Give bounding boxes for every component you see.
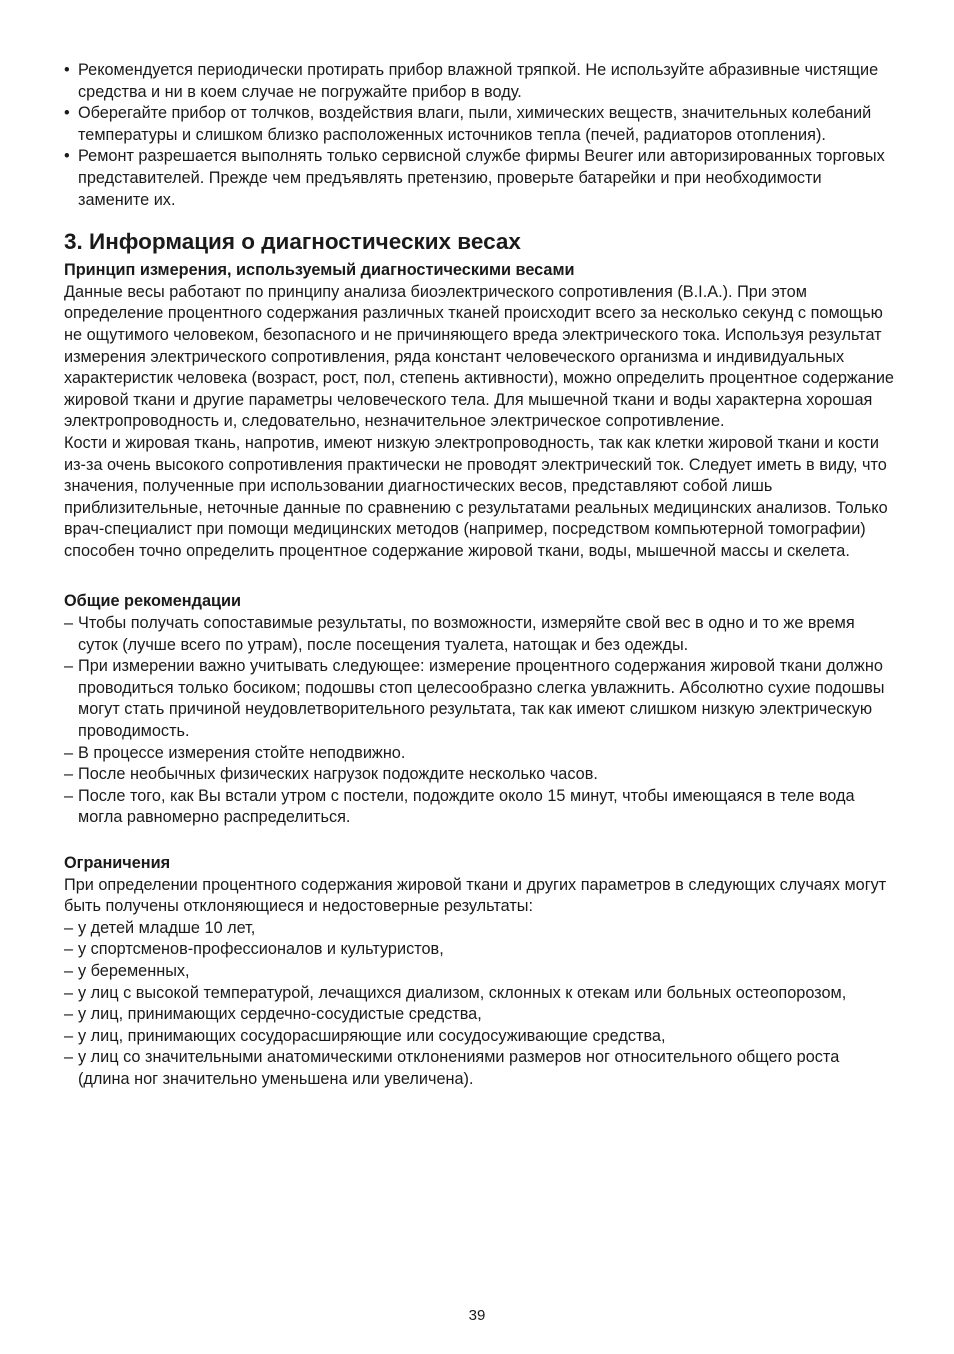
bullet-mark: • bbox=[64, 104, 70, 123]
list-item-text: у детей младше 10 лет, bbox=[78, 918, 256, 937]
list-item-text: Ремонт разрешается выполнять только сервисной службе фирмы Beurer или авторизированных торговых представителей. Прежде чем предъявлять претензию, проверьте батарейки и при необходимости замените их. bbox=[78, 147, 885, 209]
maintenance-bullet-list bbox=[64, 60, 894, 211]
principle-paragraph-2: Кости и жировая ткань, напротив, имеют низкую электропроводность, так как клетки жировой ткани и кости из-за очень высокого сопротивления практически не проводят электрический ток. Следует иметь в виду, что значения, полученные при использовании диагностических весов, представляют собой лишь приблизительные, неточные данные по сравнению с результатами реальных медицинских анализов. Только врач-специалист при помощи медицинских методов (например, посредством компьютерной томографии) способен точно определить процентное содержание жировой ткани, воды, мышечной массы и скелета. bbox=[64, 433, 888, 560]
list-item bbox=[64, 146, 894, 211]
list-item bbox=[64, 918, 894, 940]
principle-paragraph-1: Данные весы работают по принципу анализа биоэлектрического сопротивления (B.I.A.). При этом определение процентного содержания различных тканей происходит всего за несколько секунд с помощью не ощутимого человеком, безопасного и не причиняющего вреда электрического тока. Используя результат измерения электрического сопротивления, ряда констант человеческого организма и индивидуальных характеристик человека (возраст, рост, пол, степень активности), можно определить процентное содержание жировой ткани и другие параметры человеческого тела. Для мышечной ткани и воды характерна хорошая электропроводность и, следовательно, незначительное электрическое сопротивление. bbox=[64, 282, 894, 431]
dash-mark: – bbox=[64, 1026, 74, 1045]
page-number: 39 bbox=[468, 1307, 486, 1324]
list-item-text: у беременных, bbox=[78, 961, 190, 980]
list-item bbox=[64, 1047, 894, 1090]
document-page bbox=[64, 60, 894, 1091]
spacer bbox=[64, 829, 894, 853]
list-item-text: Чтобы получать сопоставимые результаты, по возможности, измеряйте свой вес в одно и то же время суток (лучше всего по утрам), после посещения туалета, натощак и без одежды. bbox=[78, 614, 855, 654]
list-item-text: Рекомендуется периодически протирать прибор влажной тряпкой. Не используйте абразивные чистящие средства и ни в коем случае не погружайте прибор в воду. bbox=[78, 61, 879, 101]
dash-mark: – bbox=[64, 961, 74, 980]
list-item-text: В процессе измерения стойте неподвижно. bbox=[78, 743, 406, 762]
dash-mark: – bbox=[64, 786, 74, 805]
list-item bbox=[64, 60, 894, 103]
list-item-text: у спортсменов-профессионалов и культуристов, bbox=[78, 940, 444, 959]
bullet-mark: • bbox=[64, 61, 70, 79]
general-heading: Общие рекомендации bbox=[64, 592, 242, 611]
list-item-text: После необычных физических нагрузок подождите несколько часов. bbox=[78, 765, 598, 784]
list-item bbox=[64, 613, 894, 656]
dash-mark: – bbox=[64, 657, 74, 676]
list-item-text: у лиц со значительными анатомическими отклонениями размеров ног относительного общего роста (длина ног значительно уменьшена или увеличена). bbox=[78, 1048, 840, 1088]
list-item-text: При измерении важно учитывать следующее: измерение процентного содержания жировой ткани должно проводиться только босиком; подошвы стоп целесообразно слегка увлажнить. Абсолютно сухие подошвы могут стать причиной неудовлетворительного результата, так как имеют слишком низкую электрическую проводимость. bbox=[78, 657, 885, 741]
dash-mark: – bbox=[64, 614, 74, 633]
list-item bbox=[64, 743, 894, 765]
list-item-text: у лиц, принимающих сердечно-сосудистые средства, bbox=[78, 1005, 482, 1024]
list-item bbox=[64, 764, 894, 786]
dash-mark: – bbox=[64, 940, 74, 959]
list-item bbox=[64, 961, 894, 983]
dash-mark: – bbox=[64, 918, 74, 937]
dash-mark: – bbox=[64, 1048, 74, 1067]
bullet-mark: • bbox=[64, 147, 70, 166]
limits-intro: При определении процентного содержания жировой ткани и других параметров в следующих случаях могут быть получены отклоняющиеся и недостоверные результаты: bbox=[64, 875, 887, 916]
list-item-text: у лиц, принимающих сосудорасширяющие или сосудосуживающие средства, bbox=[78, 1026, 666, 1045]
dash-mark: – bbox=[64, 983, 74, 1002]
section-title: 3. Информация о диагностических весах bbox=[64, 229, 521, 255]
dash-mark: – bbox=[64, 1005, 74, 1024]
list-item bbox=[64, 1026, 894, 1048]
dash-mark: – bbox=[64, 743, 74, 762]
list-item bbox=[64, 1004, 894, 1026]
list-item bbox=[64, 983, 894, 1005]
spacer bbox=[64, 562, 894, 591]
list-item-text: у лиц с высокой температурой, лечащихся диализом, склонных к отекам или больных остеопорозом, bbox=[78, 983, 847, 1002]
limits-heading: Ограничения bbox=[64, 854, 171, 872]
principle-heading: Принцип измерения, используемый диагностическими весами bbox=[64, 261, 575, 280]
limits-list bbox=[64, 918, 894, 1091]
list-item bbox=[64, 103, 894, 146]
list-item-text: После того, как Вы встали утром с постели, подождите около 15 минут, чтобы имеющаяся в теле вода могла равномерно распределиться. bbox=[78, 786, 855, 827]
dash-mark: – bbox=[64, 765, 74, 784]
list-item bbox=[64, 656, 894, 742]
list-item bbox=[64, 939, 894, 961]
list-item bbox=[64, 786, 894, 829]
list-item-text: Оберегайте прибор от толчков, воздействия влаги, пыли, химических веществ, значительных колебаний температуры и слишком близко расположенных источников тепла (печей, радиаторов отопления). bbox=[78, 104, 872, 144]
general-recommendations-list bbox=[64, 613, 894, 829]
